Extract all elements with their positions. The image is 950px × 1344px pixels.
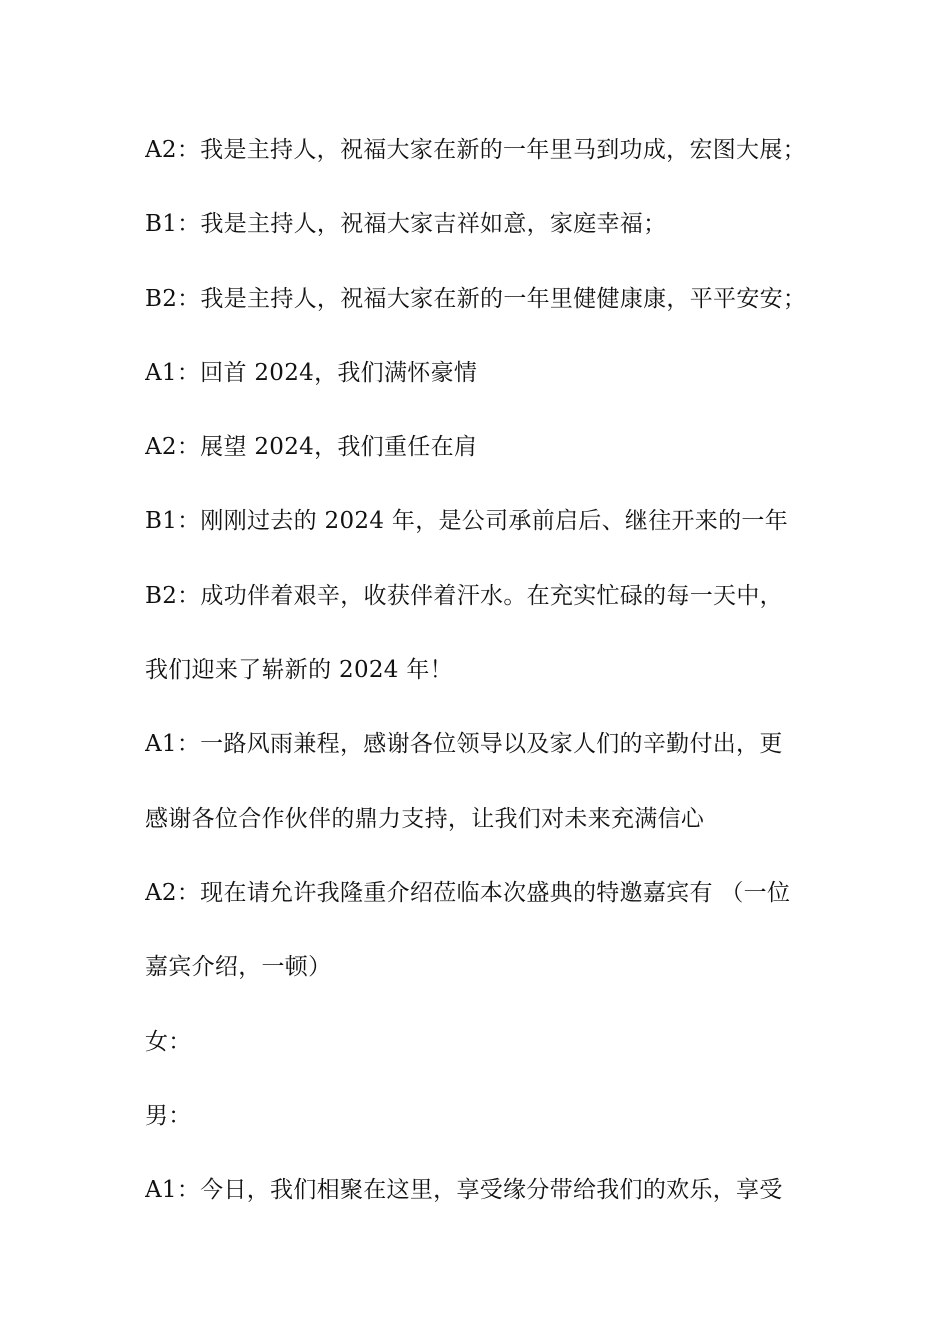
text-line: B2：我是主持人，祝福大家在新的一年里健健康康，平平安安； <box>145 285 807 312</box>
text-line: A1：回首 2024，我们满怀豪情 <box>145 359 478 386</box>
text-line: B2：成功伴着艰辛，收获伴着汗水。在充实忙碌的每一天中， <box>145 582 783 609</box>
text-line: 感谢各位合作伙伴的鼎力支持，让我们对未来充满信心 <box>145 805 705 832</box>
text-line: A1：今日，我们相聚在这里，享受缘分带给我们的欢乐，享受 <box>145 1177 783 1204</box>
text-line: A2：展望 2024，我们重任在肩 <box>145 434 478 461</box>
text-line: A1：一路风雨兼程，感谢各位领导以及家人们的辛勤付出，更 <box>145 731 783 758</box>
text-line: A2：现在请允许我隆重介绍莅临本次盛典的特邀嘉宾有 （一位 <box>145 879 791 906</box>
text-line: 我们迎来了崭新的 2024 年！ <box>145 657 453 684</box>
text-line: 女： <box>145 1028 192 1055</box>
text-line: 嘉宾介绍，一顿） <box>145 954 332 981</box>
text-line: B1：我是主持人，祝福大家吉祥如意，家庭幸福； <box>145 211 667 238</box>
text-line: A2：我是主持人，祝福大家在新的一年里马到功成，宏图大展； <box>145 137 806 163</box>
document-body <box>145 132 810 1246</box>
text-line: B1：刚刚过去的 2024 年，是公司承前启后、继往开来的一年 <box>145 508 788 535</box>
text-line: 男： <box>145 1102 192 1129</box>
